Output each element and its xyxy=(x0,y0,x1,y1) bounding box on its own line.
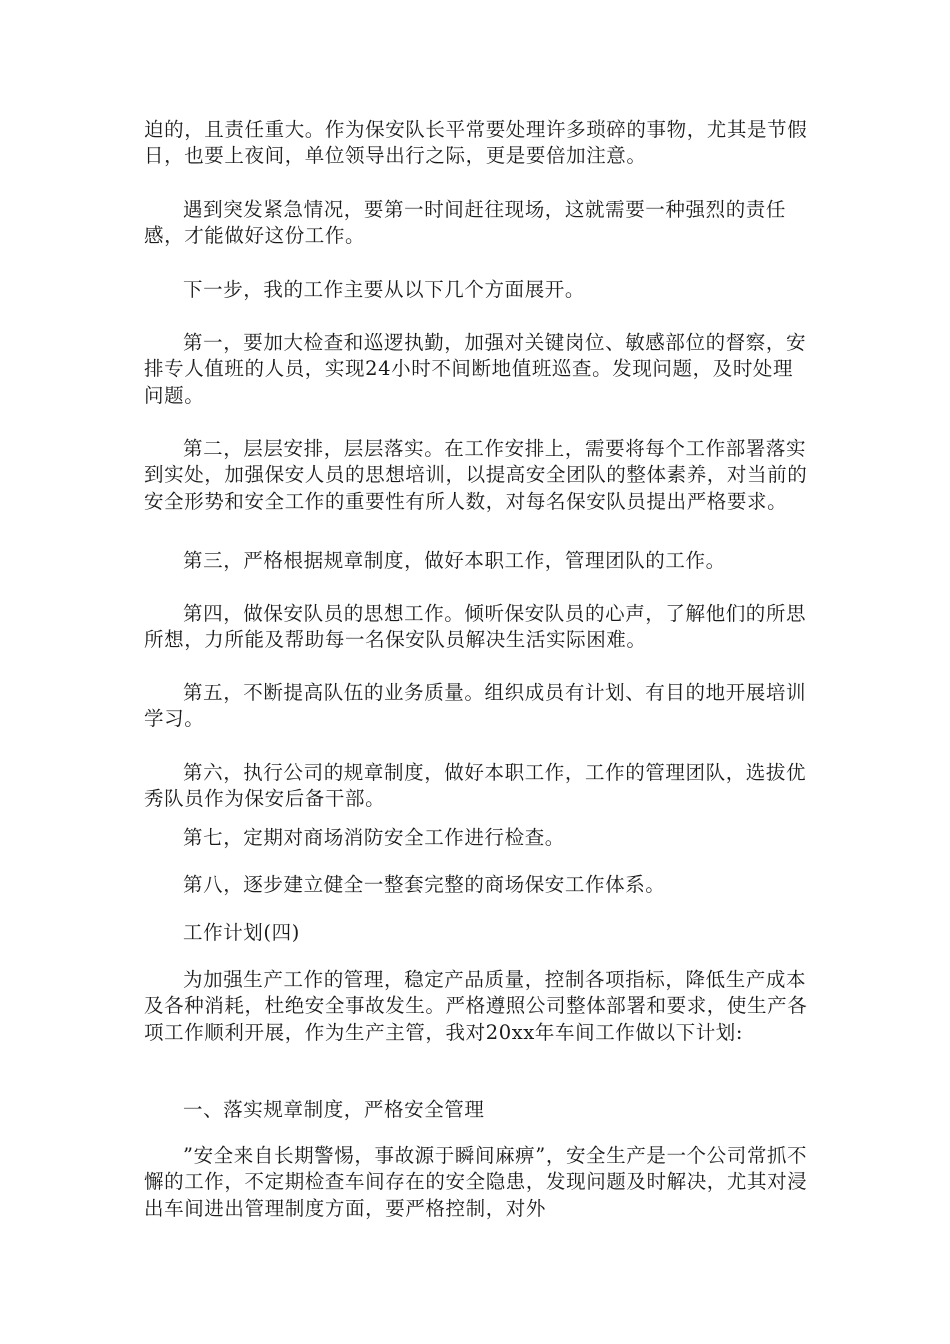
paragraph-block xyxy=(144,601,809,654)
paragraph: ”安全来自长期警惕，事故源于瞬间麻痹”，安全生产是一个公司常抓不懈的工作，不定期检查车间存在的安全隐患，发现问题及时解决，尤其对浸出车间进出管理制度方面，要严格控制，对外 xyxy=(144,1144,808,1220)
paragraph-block xyxy=(144,277,809,303)
paragraph: 第六，执行公司的规章制度，做好本职工作，工作的管理团队，选拔优秀队员作为保安后备干部。 xyxy=(144,761,807,811)
paragraph-block xyxy=(144,330,809,409)
paragraph-continuation xyxy=(144,117,809,170)
paragraph: 第一，要加大检查和巡逻执勤，加强对关键岗位、敏感部位的督察，安排专人值班的人员，实现24小时不间断地值班巡查。发现问题，及时处理问题。 xyxy=(144,331,807,407)
paragraph: 第三，严格根据规章制度，做好本职工作，管理团队的工作。 xyxy=(183,549,726,572)
paragraph-block xyxy=(144,1143,809,1222)
paragraph: 迫的，且责任重大。作为保安队长平常要处理许多琐碎的事物，尤其是节假日，也要上夜间，单位领导出行之际，更是要倍加注意。 xyxy=(144,118,808,168)
subheading: 一、落实规章制度，严格安全管理 xyxy=(183,1098,485,1121)
subheading-block xyxy=(144,1097,809,1123)
paragraph: 第七，定期对商场消防安全工作进行检查。 xyxy=(183,826,565,849)
paragraph-block xyxy=(144,548,809,574)
section-heading: 工作计划(四) xyxy=(183,921,300,944)
paragraph: 遇到突发紧急情况，要第一时间赶往现场，这就需要一种强烈的责任感，才能做好这份工作。 xyxy=(144,198,787,248)
paragraph: 第四，做保安队员的思想工作。倾听保安队员的心声，了解他们的所思所想，力所能及帮助每一名保安队员解决生活实际困难。 xyxy=(144,602,807,652)
paragraph-block xyxy=(144,760,809,813)
paragraph: 第二，层层安排，层层落实。在工作安排上，需要将每个工作部署落实到实处，加强保安人员的思想培训，以提高安全团队的整体素养，对当前的安全形势和安全工作的重要性有所人数，对每名保安队员提出严格要求。 xyxy=(144,437,808,513)
paragraph: 为加强生产工作的管理，稳定产品质量，控制各项指标，降低生产成本及各种消耗，杜绝安全事故发生。严格遵照公司整体部署和要求，使生产各项工作顺利开展，作为生产主管，我对20xx年车间工作做以下计划: xyxy=(144,968,808,1044)
paragraph-block xyxy=(144,680,809,733)
paragraph: 下一步，我的工作主要从以下几个方面展开。 xyxy=(183,278,586,301)
paragraph-block xyxy=(144,872,809,898)
paragraph-block xyxy=(144,436,809,515)
paragraph-block xyxy=(144,967,809,1046)
paragraph-block xyxy=(144,197,809,250)
paragraph-block xyxy=(144,825,809,851)
paragraph: 第八，逐步建立健全一整套完整的商场保安工作体系。 xyxy=(183,873,666,896)
paragraph: 第五，不断提高队伍的业务质量。组织成员有计划、有目的地开展培训学习。 xyxy=(144,681,807,731)
section-heading-block xyxy=(144,920,809,946)
